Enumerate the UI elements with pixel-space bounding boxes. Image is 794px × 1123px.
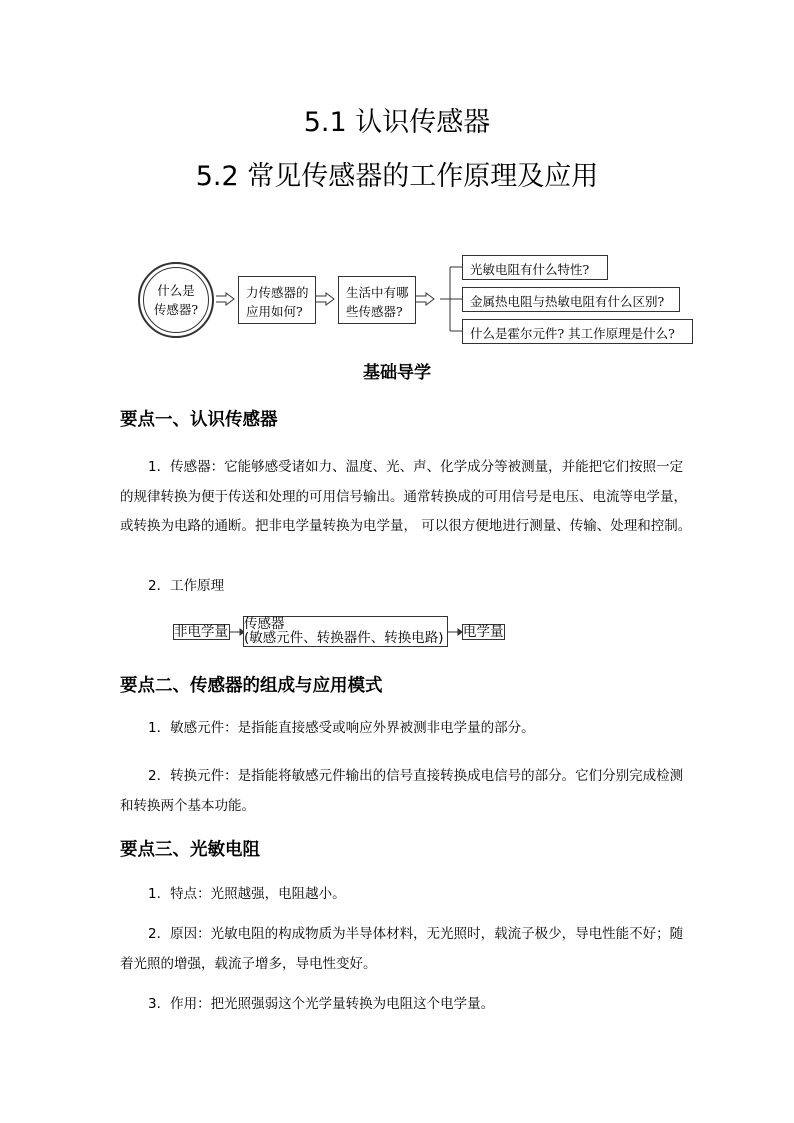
paragraph-working-principle: 2．工作原理 (148, 578, 225, 594)
title-line-1: 5.1 认识传感器 (303, 107, 491, 138)
paragraph-photoresistor-reason: 2．原因：光敏电阻的构成物质为半导体材料，无光照时，载流子极少，导电性能不好；随着光照的增强，载流子增多，导电性变好。 (120, 926, 684, 972)
circle-line-2: 传感器? (153, 302, 199, 317)
heading-point-1: 要点一、认识传感器 (120, 410, 278, 430)
node-text-line: 力传感器的 (246, 285, 309, 300)
flow-input-label: 非电学量 (174, 624, 228, 640)
circle-line-1: 什么是 (157, 283, 195, 298)
heading-point-2: 要点二、传感器的组成与应用模式 (120, 676, 383, 696)
section-title: 基础导学 (363, 363, 431, 383)
node-text-line: 生活中有哪 (346, 285, 409, 300)
title-line-2: 5.2 常见传感器的工作原理及应用 (195, 161, 599, 192)
paragraph-photoresistor-feature: 1．特点：光照越强，电阻越小。 (148, 886, 346, 902)
node-text-line: 些传感器? (346, 304, 403, 319)
paragraph-photoresistor-function: 3．作用：把光照强弱这个光学量转换为电阻这个电学量。 (148, 996, 495, 1012)
node-text-line: 应用如何? (246, 304, 303, 319)
question-text: 光敏电阻有什么特性? (470, 262, 590, 277)
flow-sensor-label: 传感器 (244, 616, 285, 632)
heading-point-3: 要点三、光敏电阻 (120, 840, 260, 860)
flow-sensor-box (243, 616, 448, 647)
flow-sensor-components: (敏感元件、转换器件、转换电路) (244, 630, 444, 646)
paragraph-sensor-definition: 1．传感器：它能够感受诸如力、温度、光、声、化学成分等被测量，并能把它们按照一定的规律转换为便于传送和处理的可用信号输出。通常转换成的可用信号是电压、电流等电学量，或转换为电路的通断。把非电学量转换为电学量， 可以很方便地进行测量、传输、处理和控制。 (120, 459, 692, 534)
paragraph-sensitive-element: 1．敏感元件：是指能直接感受或响应外界被测非电学量的部分。 (148, 720, 535, 736)
question-text: 什么是霍尔元件? 其工作原理是什么? (470, 326, 675, 341)
flow-output-box (462, 624, 505, 640)
question-text: 金属热电阻与热敏电阻有什么区别? (470, 294, 665, 309)
flow-output-label: 电学量 (463, 624, 504, 640)
paragraph-conversion-element: 2．转换元件：是指能将敏感元件输出的信号直接转换成电信号的部分。它们分别完成检测和转换两个基本功能。 (120, 768, 684, 814)
